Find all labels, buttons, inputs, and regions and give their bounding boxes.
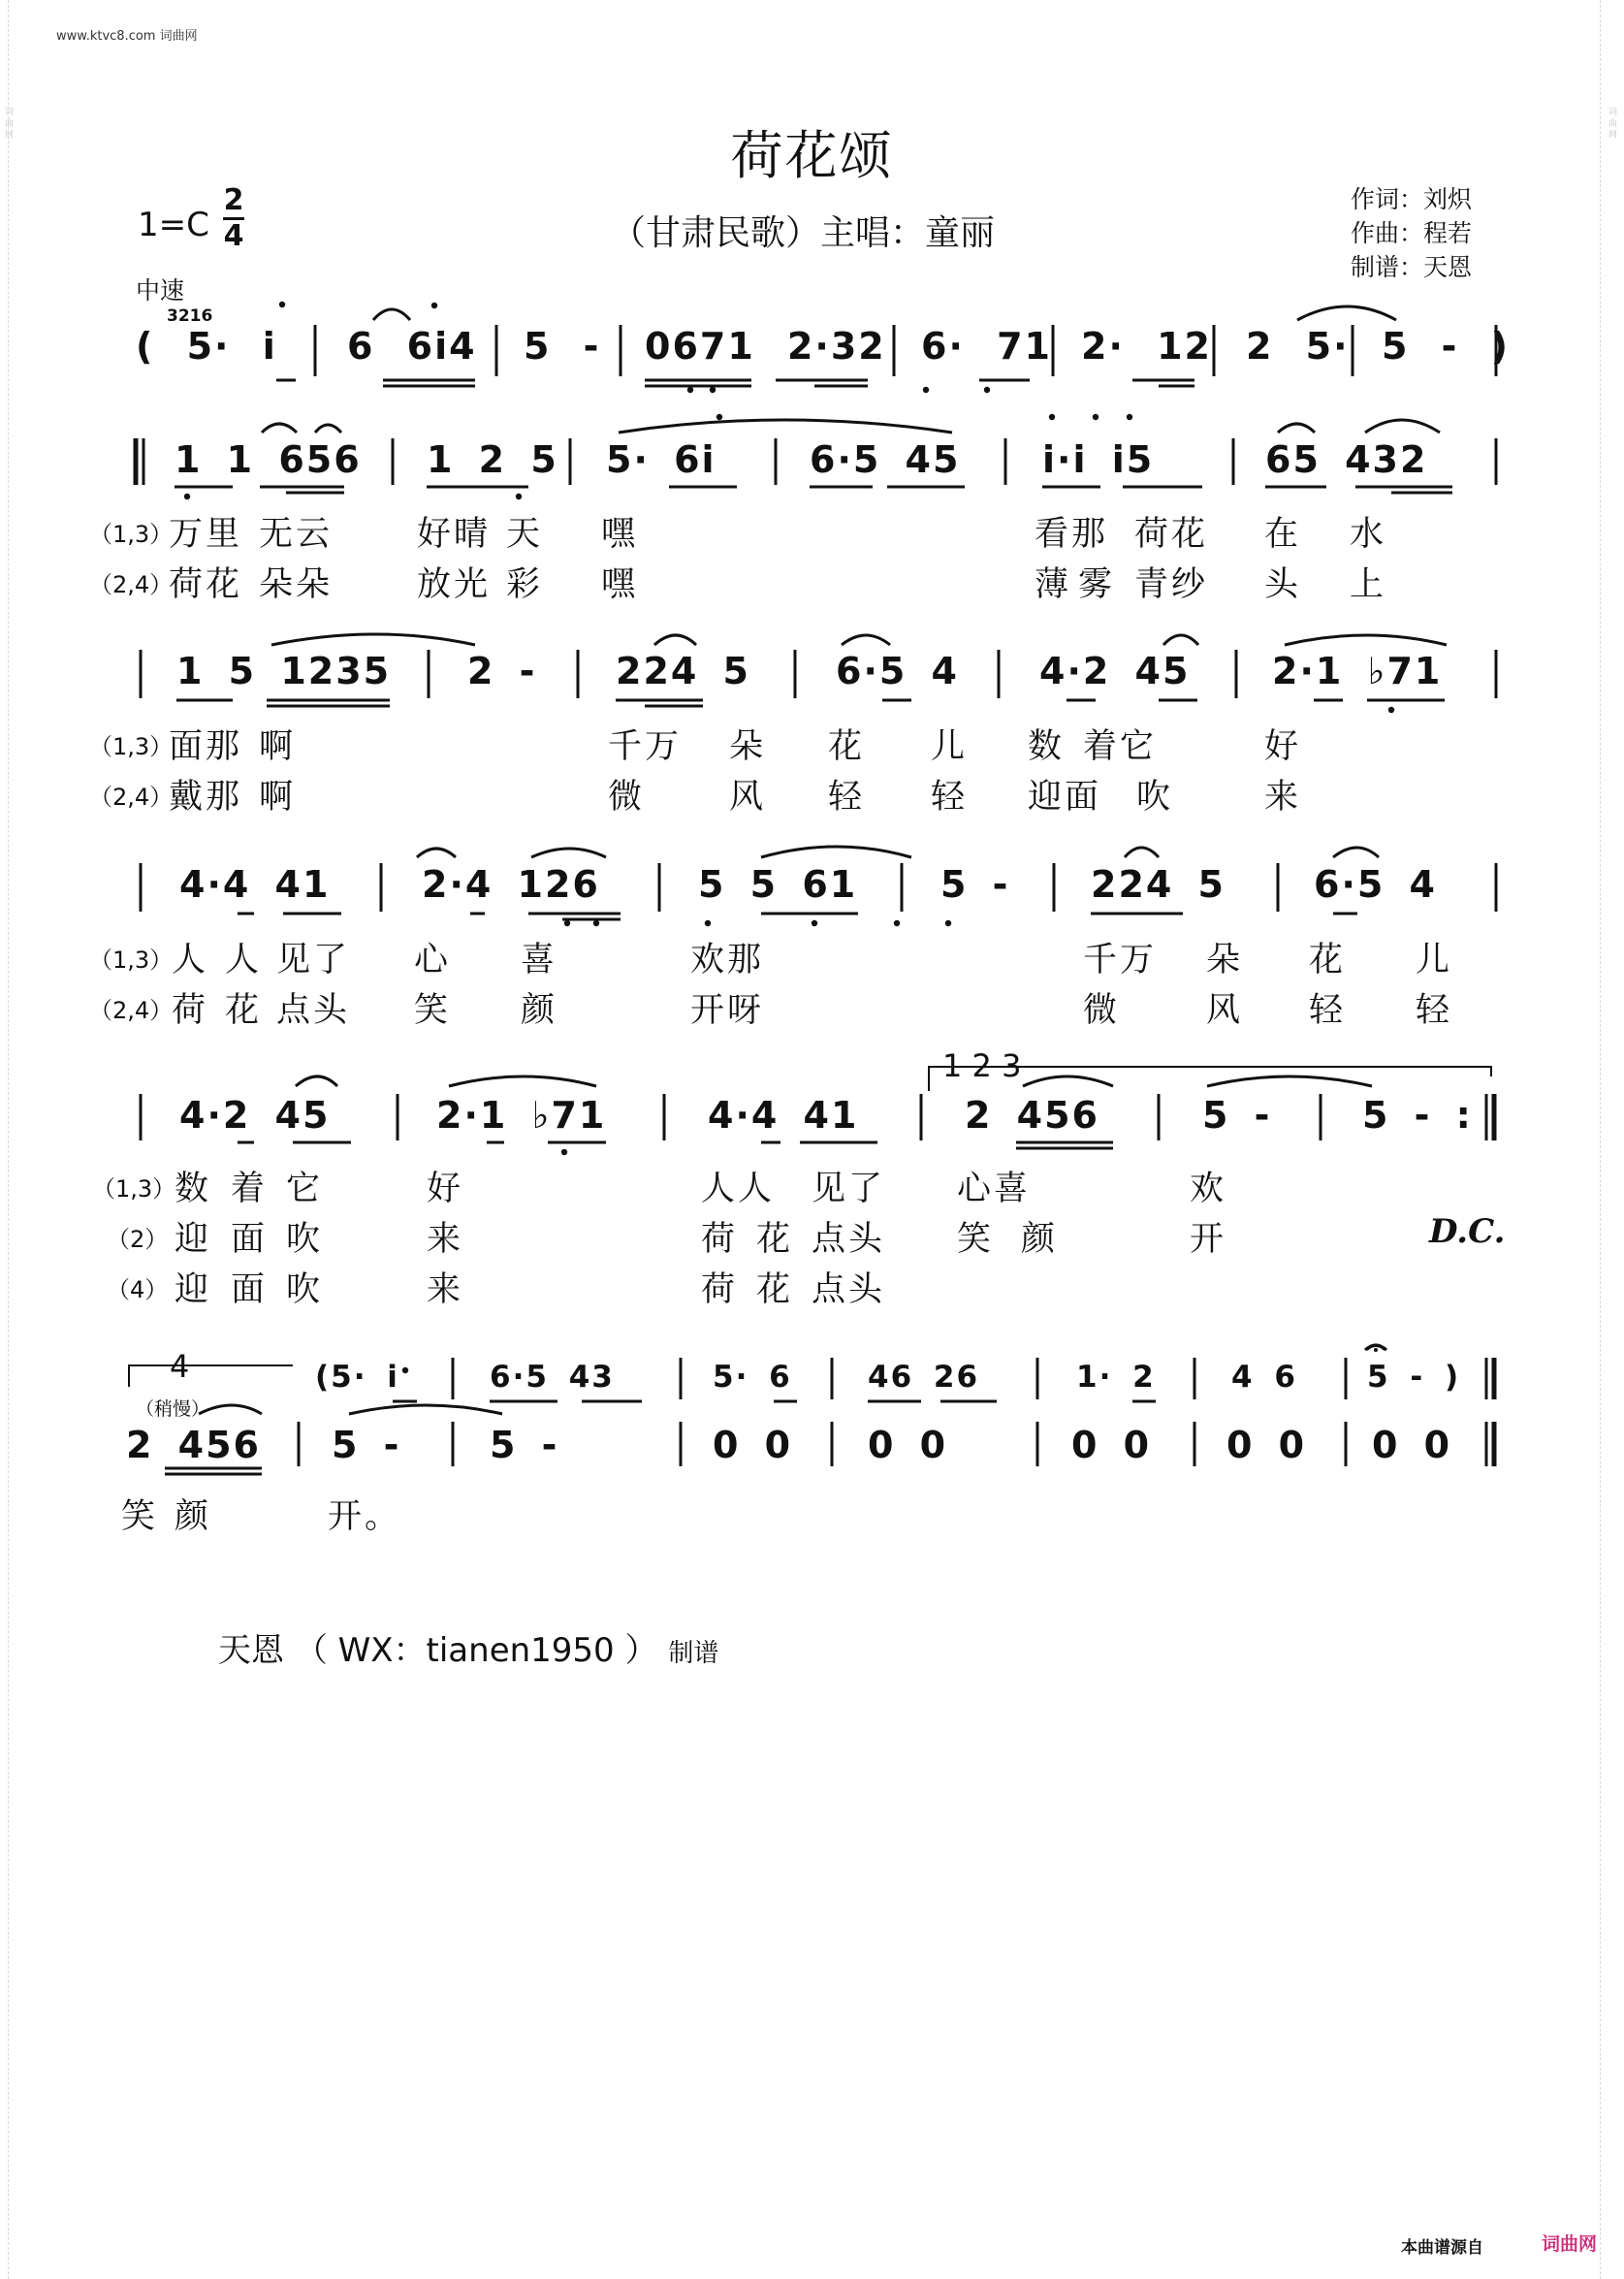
measure: 5· 6i — [606, 438, 716, 481]
lyric-word: 着它 — [1083, 727, 1158, 766]
measure: 2·4 126 — [422, 863, 600, 906]
lyric-word: 喜 — [521, 941, 558, 979]
site-watermark: www.ktvc8.com 词曲网 — [56, 29, 198, 44]
lyric-word: 头 — [1264, 565, 1302, 604]
da-capo-marking: D.C. — [1429, 1212, 1506, 1251]
measure: 0 0 — [1071, 1424, 1152, 1466]
lyric-word: 好晴 — [417, 515, 492, 554]
lyric-word: 儿 — [931, 727, 969, 766]
lyric-word: 花 — [828, 727, 866, 766]
lyric-word: 点头 — [276, 991, 351, 1030]
measure: i·i i5 — [1042, 438, 1155, 481]
lyric-word: 千万 — [608, 727, 683, 766]
lyric-word: 青纱 — [1134, 565, 1209, 604]
lyric-word: 轻 — [828, 778, 866, 817]
measure: 4·2 45 — [179, 1094, 331, 1137]
lyric-word: 迎 — [175, 1270, 212, 1309]
lyric-word: 荷花 — [169, 565, 243, 604]
measure: 2·1 ♭71 — [1272, 650, 1443, 692]
tempo-change: （稍慢） — [136, 1398, 210, 1420]
left-side-watermark: 词 曲 网 — [3, 107, 13, 139]
measure: ( 5· i — [136, 325, 277, 368]
lyric-word: 颜 — [1021, 1220, 1059, 1259]
measure: 6·5 4 — [1314, 863, 1437, 906]
lyric-word: 啊 — [259, 727, 297, 766]
verse-tag: （1,3） — [89, 947, 174, 974]
maker-suffix: 制谱 — [668, 1639, 719, 1668]
lyric-word: 点头 — [812, 1220, 886, 1259]
measure: 1· 2 — [1076, 1360, 1156, 1395]
lyric-word: 万里 — [169, 515, 243, 554]
tempo-marking: 中速 — [136, 276, 185, 305]
time-signature-bottom: 4 — [223, 219, 244, 253]
lyric-word: 花 — [756, 1220, 794, 1259]
measure: 5 - ) — [1382, 325, 1511, 368]
lyric-word: 千万 — [1083, 941, 1158, 979]
lyric-word: 朵 — [729, 727, 767, 766]
lyric-word: 花 — [225, 991, 263, 1030]
lyric-word: 轻 — [1416, 991, 1453, 1030]
verse-tag: （1,3） — [89, 521, 174, 548]
lyric-word: 彩 — [506, 565, 544, 604]
grace-notes: 3216 — [167, 306, 213, 326]
measure: 0 0 — [713, 1424, 793, 1466]
measure: 1 1 656 — [175, 438, 362, 481]
transcriber-signature — [218, 1623, 718, 1671]
lyric-word: 欢那 — [690, 941, 765, 979]
measure: 0 0 — [1226, 1424, 1307, 1466]
maker-name: 天恩 — [218, 1631, 284, 1670]
verse-tag: （1,3） — [92, 1175, 176, 1203]
measure: 2 456 — [965, 1094, 1099, 1137]
lyric-word: 水 — [1350, 515, 1387, 554]
lyric-word: 人 — [172, 941, 209, 979]
song-subtitle: （甘肃民歌）主唱：童丽 — [611, 213, 996, 253]
lyric-word: 面 — [231, 1220, 269, 1259]
measure: 4·4 41 — [708, 1094, 859, 1137]
lyric-word: 风 — [1206, 991, 1244, 1030]
composer-credit: 作曲：程若 — [1351, 219, 1473, 247]
lyric-word: 无云 — [259, 515, 334, 554]
lyric-word: 开 — [1190, 1220, 1227, 1259]
lyric-word: 着 — [231, 1170, 269, 1208]
lyric-word: 花 — [1309, 941, 1347, 979]
lyric-word: 面那 — [169, 727, 243, 766]
time-signature-top: 2 — [223, 183, 244, 217]
lyric-word: 数 — [175, 1170, 212, 1208]
lyric-word: 迎面 — [1028, 778, 1102, 817]
lyric-word: 见了 — [276, 941, 351, 979]
brand-link[interactable]: 词曲网 — [1542, 2233, 1598, 2255]
lyric-word: 开呀 — [690, 991, 765, 1030]
measure: 4·2 45 — [1039, 650, 1191, 692]
measure: 65 432 — [1265, 438, 1428, 481]
measure: 2 456 — [126, 1424, 261, 1466]
measure: 1 2 5 — [427, 438, 558, 481]
lyric-word: 颜 — [521, 991, 558, 1030]
verse-tag: （2,4） — [89, 997, 174, 1024]
measure: 5 - : — [1362, 1094, 1473, 1137]
lyric-word: 吹 — [286, 1220, 324, 1259]
measure: 5 - ) — [1367, 1360, 1461, 1395]
lyric-word: 花 — [756, 1270, 794, 1309]
lyric-word: 朵 — [1206, 941, 1244, 979]
measure: 6·5 45 — [810, 438, 961, 481]
lyric-word: 笑 — [957, 1220, 995, 1259]
lyric-word: 心 — [414, 941, 452, 979]
lyric-word: 笑 — [121, 1497, 159, 1536]
measure: 0 0 — [868, 1424, 948, 1466]
lyric-word: 荷 — [701, 1220, 739, 1259]
measure: 5 - — [332, 1424, 401, 1466]
verse-tag: （2） — [107, 1226, 169, 1253]
lyric-word: 嘿 — [601, 565, 639, 604]
measure: 6 6i4 — [347, 325, 477, 368]
lyric-word: 荷 — [172, 991, 209, 1030]
measure: 2· 12 — [1081, 325, 1212, 368]
lyric-word: 它 — [286, 1170, 324, 1208]
song-title: 荷花颂 — [730, 125, 894, 186]
lyric-word: 天 — [506, 515, 544, 554]
lyric-word: 轻 — [931, 778, 969, 817]
lyric-word: 欢 — [1190, 1170, 1227, 1208]
lyric-word: 见了 — [812, 1170, 886, 1208]
right-side-watermark: 词 曲 网 — [1607, 107, 1616, 139]
lyric-word: 人 — [225, 941, 263, 979]
lyric-word: 轻 — [1309, 991, 1347, 1030]
lyric-word: 来 — [1264, 778, 1302, 817]
lyric-word: 啊 — [259, 778, 297, 817]
measure: 224 5 — [616, 650, 750, 692]
lyric-word: 嘿 — [601, 515, 639, 554]
lyric-word: 吹 — [1136, 778, 1174, 817]
measure: 6· 71 — [921, 325, 1052, 368]
verse-tag: （4） — [107, 1276, 169, 1303]
lyric-word: 微 — [1083, 991, 1121, 1030]
verse-tag: （1,3） — [89, 733, 174, 760]
verse-tag: （2,4） — [89, 784, 174, 811]
lyric-word: 好 — [1264, 727, 1302, 766]
lyricist-credit: 作词：刘炽 — [1351, 185, 1473, 213]
lyric-word: 吹 — [286, 1270, 324, 1309]
measure: 6·5 4 — [836, 650, 959, 692]
measure: 5 - — [524, 325, 601, 368]
lyric-word: 人人 — [701, 1170, 776, 1208]
lyric-word: 朵朵 — [259, 565, 334, 604]
key-signature: 1=C — [138, 206, 209, 244]
lyric-word: 荷 — [701, 1270, 739, 1309]
lyric-word: 数 — [1028, 727, 1066, 766]
lyric-word: 面 — [231, 1270, 269, 1309]
lyric-word: 看那 — [1035, 515, 1109, 554]
measure: 5 - — [940, 863, 1010, 906]
measure: 5 - — [1202, 1094, 1272, 1137]
measure: 5 - — [490, 1424, 559, 1466]
verse-tag: （2,4） — [89, 571, 174, 598]
lyric-word: 荷花 — [1134, 515, 1209, 554]
measure: 46 26 — [868, 1360, 980, 1395]
lyric-word: 上 — [1350, 565, 1387, 604]
measure: 5· 6 — [713, 1360, 792, 1395]
measure: 1 5 1235 — [176, 650, 392, 692]
measure: 2 5· — [1246, 325, 1350, 368]
lyric-word: 来 — [427, 1220, 464, 1259]
lyric-word: 儿 — [1416, 941, 1453, 979]
volta-first-ending: 1 2 3 — [942, 1047, 1022, 1084]
lyric-word: 在 — [1264, 515, 1302, 554]
lyric-word: 迎 — [175, 1220, 212, 1259]
lyric-word: 风 — [729, 778, 767, 817]
measure: (5· i — [315, 1360, 399, 1395]
measure: 224 5 — [1091, 863, 1226, 906]
measure: 5 5 61 — [698, 863, 858, 906]
lyric-word: 点头 — [812, 1270, 886, 1309]
lyric-word: 心喜 — [957, 1170, 1032, 1208]
measure: 2·1 ♭71 — [436, 1094, 607, 1137]
lyric-word: 微 — [608, 778, 646, 817]
lyric-word: 放光 — [417, 565, 492, 604]
lyric-word: 好 — [427, 1170, 464, 1208]
measure: 6·5 43 — [490, 1360, 615, 1395]
lyric-word: 笑 — [414, 991, 452, 1030]
measure: 0671 2·32 — [645, 325, 886, 368]
measure: 4 6 — [1231, 1360, 1297, 1395]
measure: 4·4 41 — [179, 863, 331, 906]
lyric-word: 雾 — [1078, 565, 1116, 604]
source-note: 本曲谱源自 — [1401, 2238, 1483, 2258]
lyric-word: 颜 — [175, 1497, 212, 1536]
measure: 2 - — [467, 650, 537, 692]
measure: 0 0 — [1372, 1424, 1452, 1466]
lyric-word: 戴那 — [169, 778, 243, 817]
lyric-word: 来 — [427, 1270, 464, 1309]
lyric-word: 薄 — [1035, 565, 1072, 604]
maker-contact: （ WX：tianen1950 ） — [294, 1631, 658, 1670]
lyric-word: 开。 — [328, 1497, 402, 1536]
volta-second-ending: 4 — [170, 1348, 190, 1385]
transcriber-credit: 制谱：天恩 — [1351, 253, 1473, 281]
